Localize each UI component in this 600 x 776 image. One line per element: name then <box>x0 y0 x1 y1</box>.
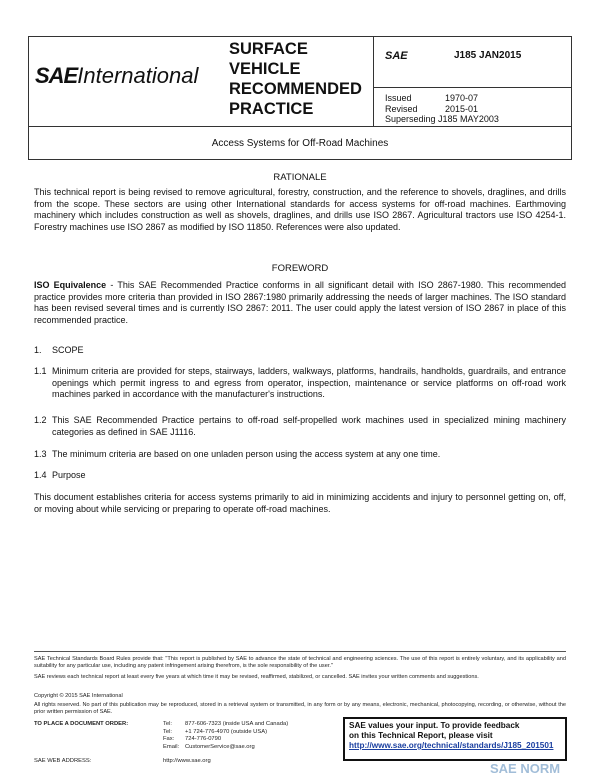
feedback-box <box>343 717 567 761</box>
clause-text: Minimum criteria are provided for steps, stairways, ladders, walkways, platforms, handrails, handholds, guardrails, and entrance openings which permit ingress to and egress from operator, inspection, maintenance or service platforms on off-road work machines parked in accordance with the manufacturer's instructions. <box>52 366 566 400</box>
contact-label: Tel: <box>163 721 173 727</box>
feedback-text: on this Technical Report, please visit <box>349 731 493 740</box>
divider <box>373 37 374 126</box>
title-line: VEHICLE <box>229 60 301 78</box>
contact-value: 877-606-7323 (inside USA and Canada) <box>185 721 289 727</box>
issued-label: Issued <box>385 93 412 103</box>
title-line: SURFACE <box>229 40 308 58</box>
contact-email[interactable]: CustomerService@sae.org <box>185 743 255 750</box>
rationale-text: This technical report is being revised to remove agricultural, forestry, construction, and the reference to shovels, draglines, and drills from the scope. These sectors are using other International standards for access systems for off-road machines. Earthmoving machinery which includes construction as well as shovels, draglines, and drills use ISO 2867. Agricultural tractors use ISO 4254-1. Forestry machines use ISO 2867 as modified by ISO 11850. References were also updated. <box>34 187 566 232</box>
foreword-text <box>34 280 566 326</box>
clause-number: 1.1 <box>34 366 47 376</box>
contact-label: Tel: <box>163 728 173 735</box>
issue-dates <box>385 93 505 115</box>
feedback-text: SAE values your input. To provide feedback <box>349 721 520 730</box>
contact-label: Fax: <box>163 736 175 743</box>
review-text: SAE reviews each technical report at least every five years at which time it may be revised, reaffirmed, stabilized, or cancelled. SAE invites your written comments and suggestions. <box>34 674 479 680</box>
clause-number: 1.3 <box>34 449 47 459</box>
section-number: 1. <box>34 345 42 355</box>
document-subject: Access Systems for Off-Road Machines <box>211 138 389 149</box>
contact-value: +1 724-776-4970 (outside USA) <box>185 728 268 735</box>
rationale-heading: RATIONALE <box>273 172 327 183</box>
iso-equivalence-label: ISO Equivalence <box>34 280 107 290</box>
contact-value: 724-776-0790 <box>185 736 222 743</box>
document-type-title <box>229 39 362 119</box>
order-label: TO PLACE A DOCUMENT ORDER: <box>34 721 129 727</box>
sae-international-logo <box>35 63 198 89</box>
clause-text: This SAE Recommended Practice pertains to off-road self-propelled work machines used in specialized mining machinery categories as defined in SAE J1116. <box>52 415 566 437</box>
document-number: J185 JAN2015 <box>454 50 522 61</box>
scope-heading: SCOPE <box>52 345 84 355</box>
foreword-heading: FOREWORD <box>271 263 329 274</box>
title-line: RECOMMENDED <box>229 80 362 98</box>
clause-number: 1.4 <box>34 470 47 480</box>
copyright: Copyright © 2015 SAE International <box>34 693 123 699</box>
logo-mark: SAE <box>35 63 78 88</box>
document-header <box>28 36 572 160</box>
revised-label: Revised <box>385 104 418 114</box>
title-line: PRACTICE <box>229 100 314 118</box>
issued-date: 1970-07 <box>445 93 479 103</box>
contact-label: Email: <box>163 743 180 750</box>
divider <box>29 126 571 127</box>
purpose-text: This document establishes criteria for access systems primarily to aid in minimizing accidents and injury to personnel getting on, off, or moving about while servicing or preparing to operate off-road machines. <box>34 492 566 514</box>
watermark-logo: SAE NORM <box>490 761 561 776</box>
superseding: Superseding J185 MAY2003 <box>385 114 499 124</box>
contact-list <box>163 721 288 751</box>
divider <box>373 87 571 88</box>
rights-text: All rights reserved. No part of this publication may be reproduced, stored in a retrieval system or transmitted, in any form or by any means, electronic, mechanical, photocopying, recording, or otherwise, without the prior written permission of SAE. <box>34 702 566 716</box>
web-address-label: SAE WEB ADDRESS: <box>34 758 92 764</box>
clause-number: 1.2 <box>34 415 47 425</box>
foreword-body: - This SAE Recommended Practice conforms in all significant detail with ISO 2867-1980. This recommended practice provides more criteria than provided in ISO 2867:1980 primarily addressing the needs of larger machines. The ISO standard has been revised several times and is currently ISO 2867: 2011. The user could apply the latest version of ISO 2867 in place of this recommended practice. <box>34 280 567 325</box>
sae-mark-icon: SAE <box>385 50 408 62</box>
board-rules-text: SAE Technical Standards Board Rules provide that: "This report is published by SAE to advance the state of technical and engineering sciences. The use of this report is entirely voluntary, and its applicability and suitability for any particular use, including any patent infringement arising therefrom, is the sole responsibility of the user." <box>34 656 566 670</box>
web-address-link[interactable]: http://www.sae.org <box>163 758 211 764</box>
clause-text: The minimum criteria are based on one unladen person using the access system at any one time. <box>52 449 441 459</box>
purpose-heading: Purpose <box>52 470 86 480</box>
revised-date: 2015-01 <box>445 104 479 114</box>
footer-divider <box>34 651 566 652</box>
logo-text: International <box>77 63 199 88</box>
feedback-link[interactable]: http://www.sae.org/technical/standards/J185_201501 <box>349 741 554 750</box>
